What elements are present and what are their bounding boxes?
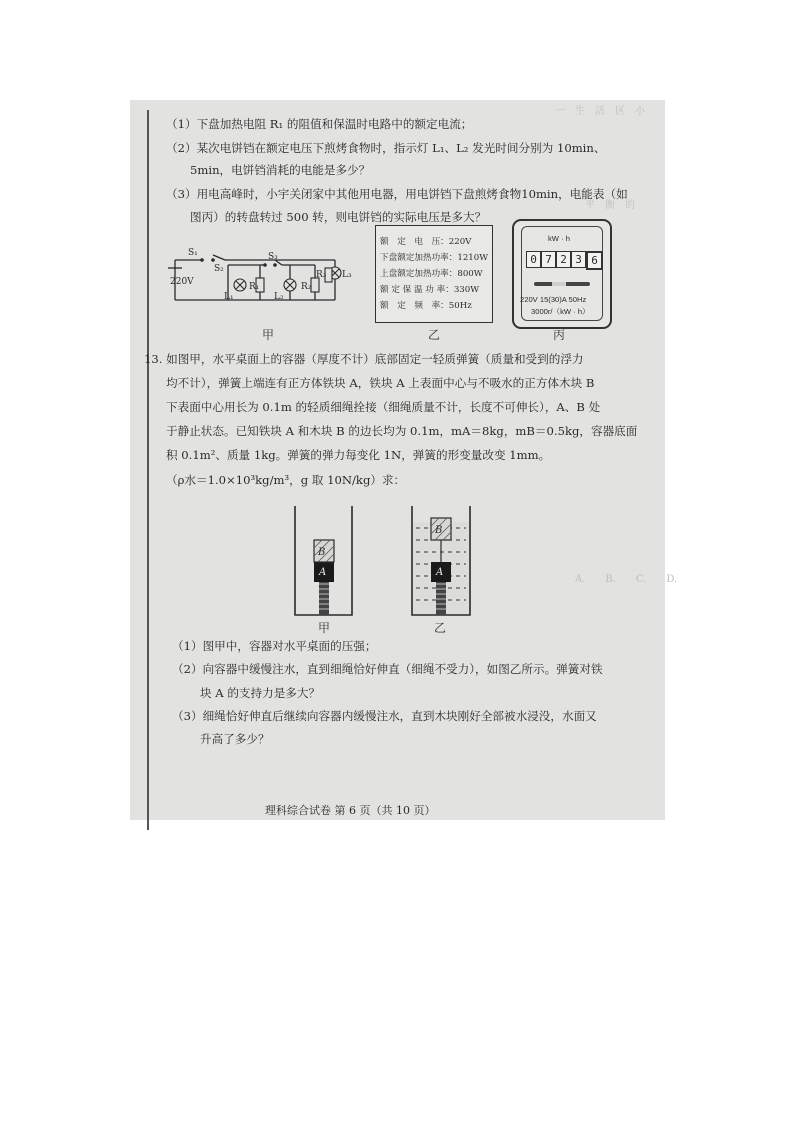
meter-digit: 3 xyxy=(571,251,586,268)
block-a-label: A xyxy=(319,567,327,578)
meter-digit: 0 xyxy=(526,251,541,268)
nameplate-row: 上盘额定加热功率：800W xyxy=(380,269,483,279)
meter-revolutions: 3000r/（kW · h） xyxy=(531,307,590,316)
scanned-page xyxy=(130,100,678,820)
figure-yi-container-label: 乙 xyxy=(434,621,447,635)
meter-digit: 2 xyxy=(556,251,571,268)
q13-part3-cont: 升高了多少？ xyxy=(200,732,270,746)
page-footer: 理科综合试卷 第 6 页（共 10 页） xyxy=(265,804,436,817)
q13-part1: （1）图甲中，容器对水平桌面的压强； xyxy=(172,639,377,653)
resistor-r2-label: R₂ xyxy=(301,282,312,292)
meter-unit: kW · h xyxy=(548,234,570,243)
nameplate-row: 额 定 保 温 功 率：330W xyxy=(380,285,480,295)
block-b-label: B xyxy=(435,525,443,536)
figure-bing-label: 丙 xyxy=(553,328,566,342)
block-a-label: A xyxy=(436,567,444,578)
meter-spec: 220V 15(30)A 50Hz xyxy=(520,295,587,304)
bleed-through: 平 衡 的 xyxy=(585,200,635,211)
supply-voltage-label: 220V xyxy=(170,277,194,287)
block-b-label: B xyxy=(318,547,326,558)
q12-part1: （1）下盘加热电阻 R₁ 的阻值和保温时电路中的额定电流； xyxy=(166,117,473,131)
lamp-l1-label: L₁ xyxy=(224,292,234,302)
switch-s2-label: S₂ xyxy=(214,264,224,274)
q12-part3-cont: 图丙）的转盘转过 500 转，则电饼铛的实际电压是多大？ xyxy=(190,210,487,224)
bleed-through: A. B. C. D. xyxy=(575,574,678,585)
q13-stem-line: 积 0.1m²、质量 1kg。弹簧的弹力每变化 1N，弹簧的形变量改变 1mm。 xyxy=(166,448,551,462)
nameplate-row: 额 定 电 压：220V xyxy=(380,237,472,247)
q13-part3: （3）细绳恰好伸直后继续向容器内缓慢注水，直到木块刚好全部被水浸没，水面又 xyxy=(172,709,597,723)
q13-stem-line: 13. 如图甲，水平桌面上的容器（厚度不计）底部固定一轻质弹簧（质量和受到的浮力 xyxy=(144,352,584,366)
q13-stem-line: 均不计），弹簧上端连有正方体铁块 A，铁块 A 上表面中心与不吸水的正方体木块 B xyxy=(166,376,595,390)
q12-part2-cont: 5min，电饼铛消耗的电能是多少？ xyxy=(190,163,371,177)
meter-digit: 7 xyxy=(541,251,556,268)
q13-part2: （2）向容器中缓慢注水，直到细绳恰好伸直（细绳不受力），如图乙所示。弹簧对铁 xyxy=(172,662,603,676)
q13-part2-cont: 块 A 的支持力是多大？ xyxy=(200,686,321,700)
resistor-r3-label: R₃ xyxy=(316,270,327,280)
spring-jia xyxy=(319,580,329,615)
bleed-through: 一 生 活 区 小 xyxy=(555,106,645,117)
figure-jia-label: 甲 xyxy=(262,328,275,342)
meter-digit: 6 xyxy=(586,251,603,270)
q13-stem-line: 下表面中心用长为 0.1m 的轻质细绳拴接（细绳质量不计，长度不可伸长），A、B 处 xyxy=(166,400,601,414)
resistor-r1-label: R₁ xyxy=(249,282,260,292)
q12-part3: （3）用电高峰时，小宇关闭家中其他用电器，用电饼铛下盘煎烤食物10min，电能表（如 xyxy=(166,187,628,201)
q13-stem-line: （ρ水＝1.0×10³kg/m³，g 取 10N/kg）求： xyxy=(166,473,406,487)
nameplate-row: 下盘额定加热功率：1210W xyxy=(380,253,489,263)
figure-jia-container-label: 甲 xyxy=(318,621,331,635)
figure-yi-label: 乙 xyxy=(428,328,441,342)
q12-part2: （2）某次电饼铛在额定电压下煎烤食物时，指示灯 L₁、L₂ 发光时间分别为 10min、 xyxy=(166,141,606,155)
nameplate-row: 额 定 频 率：50Hz xyxy=(380,301,472,311)
lamp-l2-label: L₂ xyxy=(274,292,284,302)
switch-s1-label: S₁ xyxy=(188,248,198,258)
lamp-l3-label: L₃ xyxy=(342,270,352,280)
switch-s3-label: S₃ xyxy=(268,252,278,262)
q13-stem-line: 于静止状态。已知铁块 A 和木块 B 的边长均为 0.1m，mA＝8kg，mB＝0.5kg，容器底面 xyxy=(166,424,638,438)
